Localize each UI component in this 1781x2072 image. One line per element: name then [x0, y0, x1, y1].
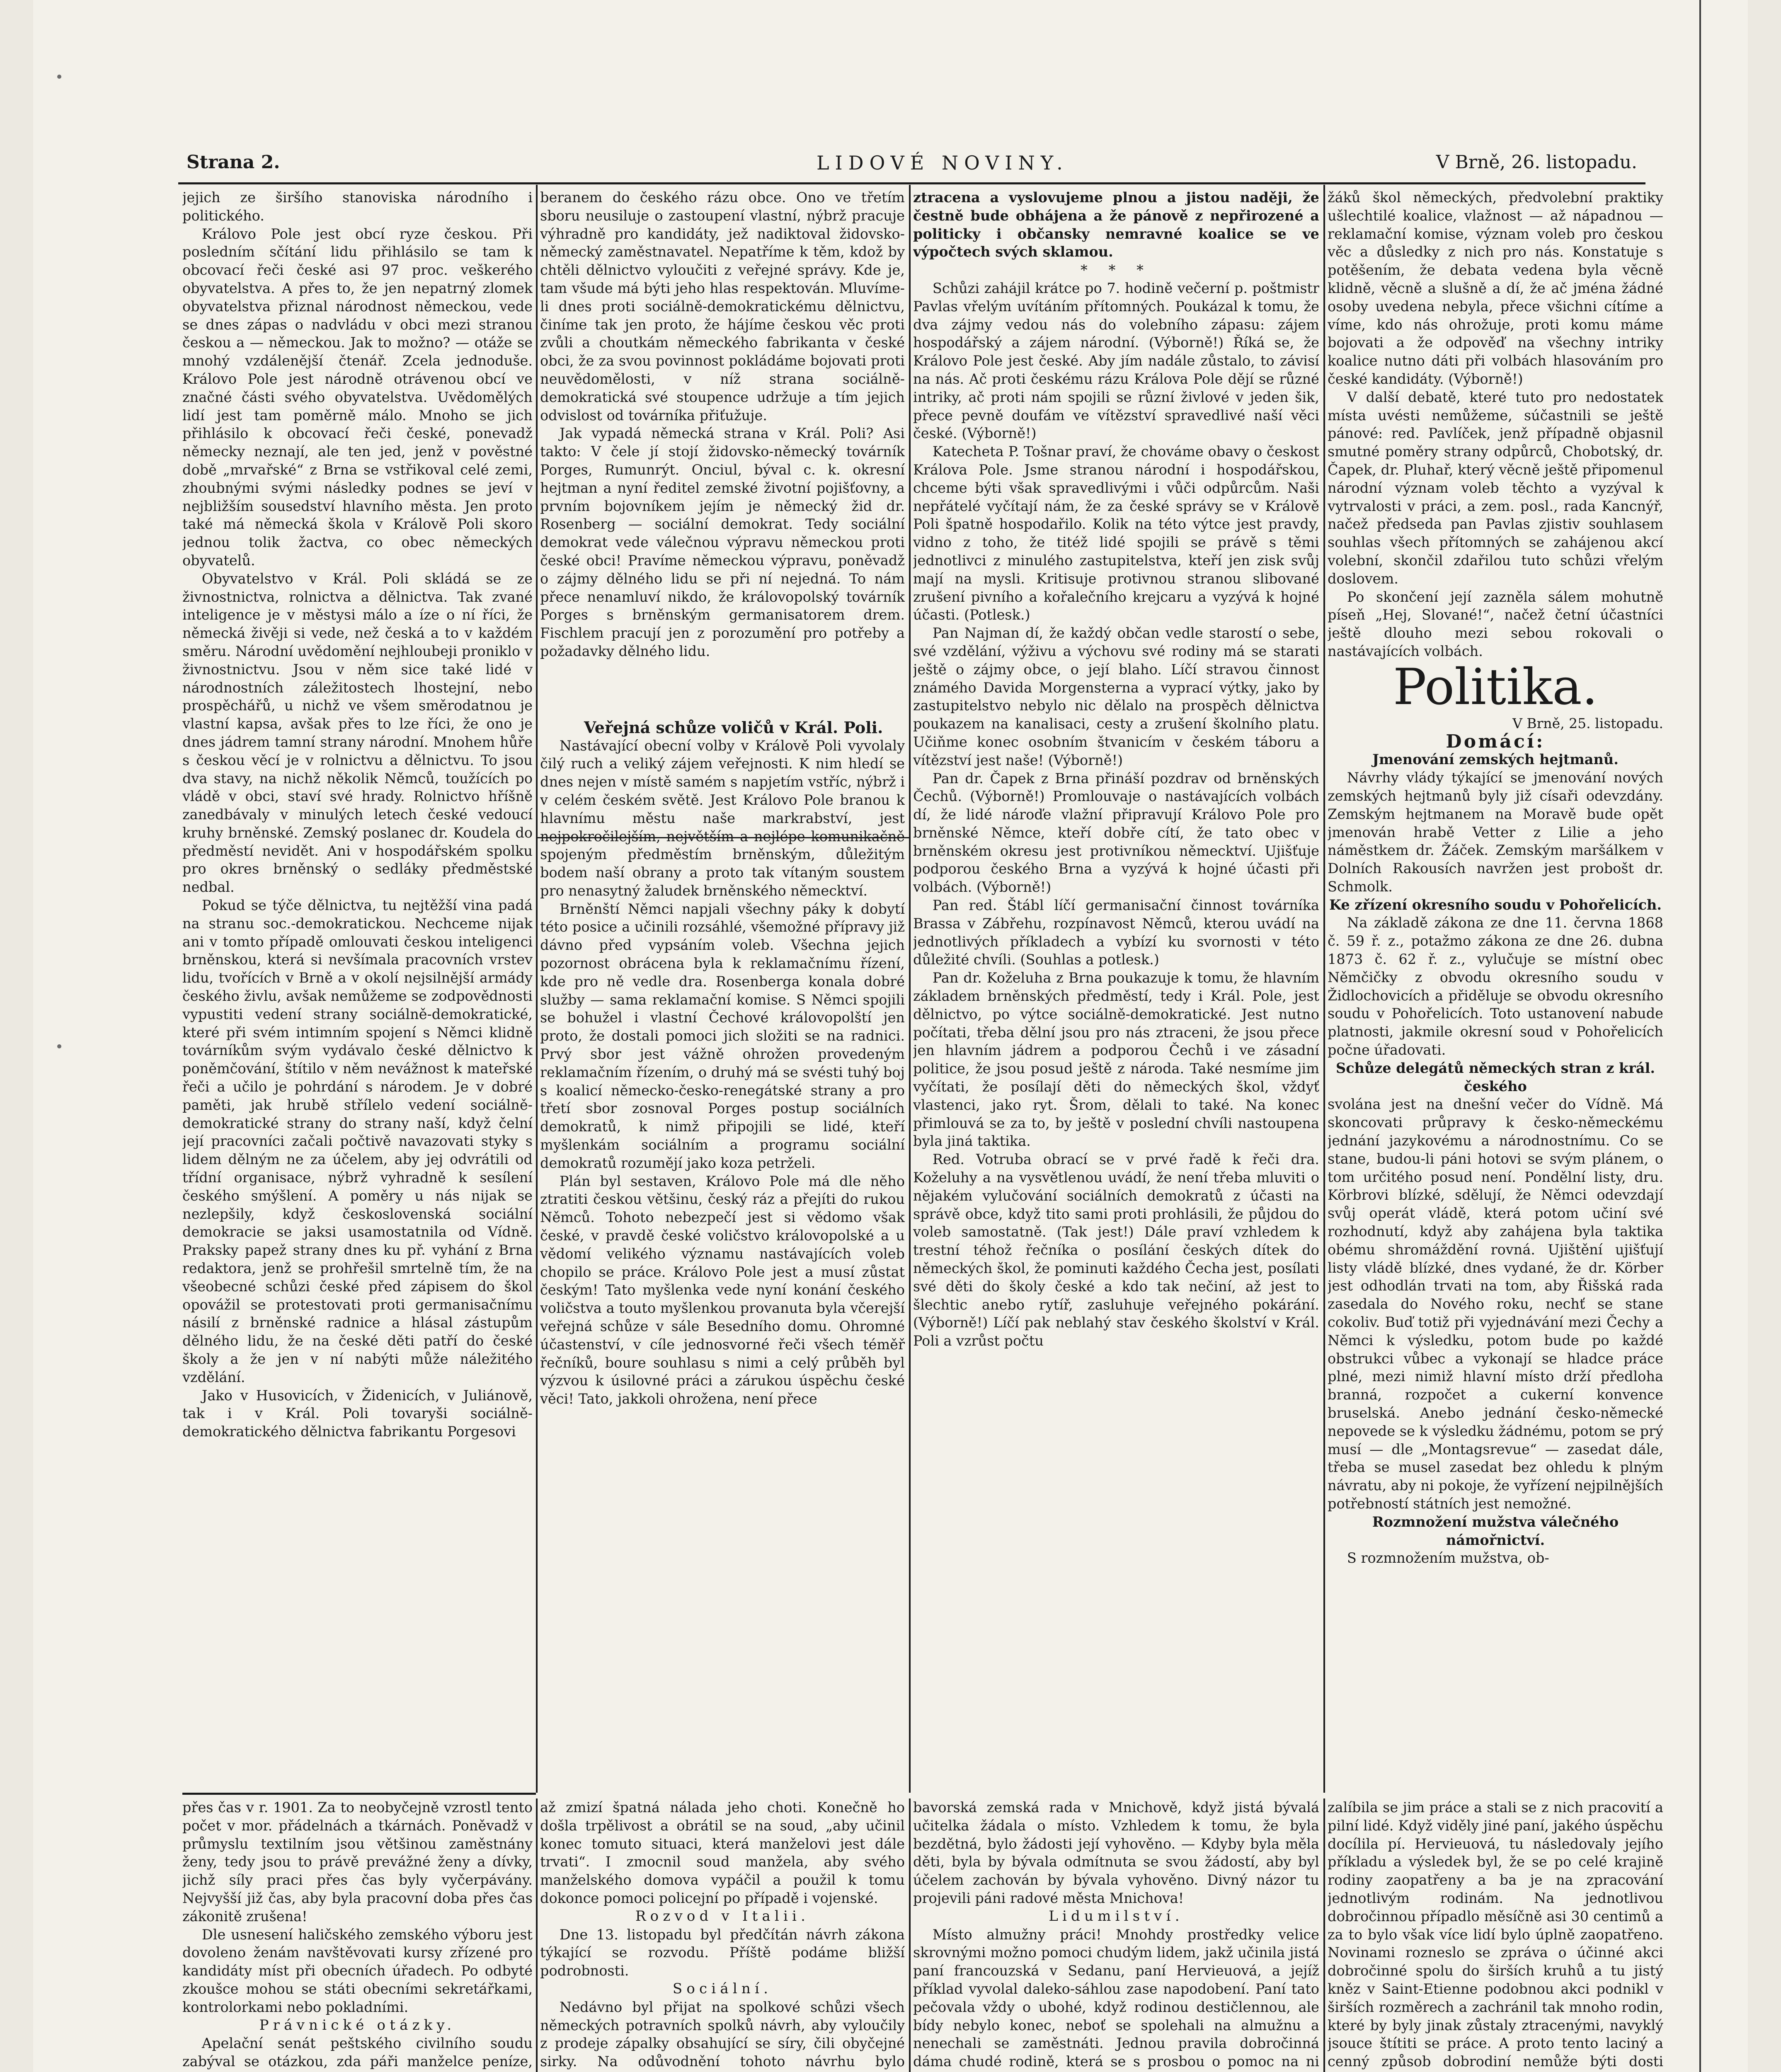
paragraph: žáků škol německých, předvolební praktiky ušlechtilé koalice, vlažnost — až nápadnou — reklamační komise, význam voleb pro českou věc a důsledky z nich pro nás. Konstatuje s potěšením, že debata vedena byla věcně klidně, věcně a slušně a dí, že ač jména žádné osoby uvedena nebyla, přece všichni cítíme a víme, kdo nás ohrožuje, proti komu máme bojovati a že odpověď na všechny intriky koalice nutno dáti při volbách hlasováním pro české kandidáty. (Výborně!) [1328, 189, 1663, 387]
paragraph: Jako v Husovicích, v Židenicích, v Juliánově, tak i v Král. Poli tovaryši sociálně-demokratického dělnictva fabrikantu Porgesovi [182, 1387, 533, 1440]
dateline: V Brně, 26. listopadu. [1436, 152, 1637, 173]
bottom-column-4 [1328, 1798, 1663, 2072]
paragraph: S rozmnožením mužstva, ob- [1347, 1550, 1549, 1566]
subsection-title: Domácí: [1446, 731, 1545, 752]
paragraph: Na základě zákona ze dne 11. června 1868 č. 59 ř. z., potažmo zákona ze dne 26. dubna 1873 č. 62 ř. z., vylučuje se místní obec Němčičky z obvodu okresního soudu v Židlochovicích a přiděluje se obvodu okresního soudu v Pohořelicích. Toto ustanovení nabude platnosti, jakmile okresní soud v Pohořelicích počne úřadovati. [1328, 915, 1663, 1058]
section-heading: Právnické otázky. [259, 2016, 456, 2033]
paragraph: Pokud se týče dělnictva, tu nejtěžší vina padá na stranu soc.-demokratickou. Nechceme nijak ani v tomto případě omlouvati českou inteligenci brněnskou, která si nevšímala pracovních vrstev lidu, tvořících v Brně a v okolí nejsilnější armády českého živlu, avšak nemůžeme se zodpovědnosti vypustiti vedení strany sociálně-demokratické, které při svém intimním spojení s Němci klidně továrníkům svým vydávalo české dělnictvo k poněmčování, štítilo v něm nevážnost k mateřské řeči a učilo je pohrdání s národem. Je v dobré paměti, jak hrubě střílelo vedení sociálně-demokratické strany do strany naší, když čelní její pracovníci začali počtivě navazovati styky s lidem dělným ne za účelem, aby jej odvrátili od třídní organisace, nýbrž vyhradně k sesílení českého smýšlení. A poměry u nás nijak se nezlepšily, když československá sociální demokracie se jaksi usamostatnila od Vídně. Praksky papež strany dnes ku př. vyhání z Brna redaktora, jenž se prohřešil smrtelně tím, že na všeobecné schůzi české před zápisem do škol opovážil se protestovati proti germanisačnímu násilí z brněnské radnice a hlásal zástupům dělného lidu, že na české děti patří do české školy a že jen v ní nabýti může náležitého vzdělání. [182, 897, 533, 1385]
paragraph: beranem do českého rázu obce. Ono ve třetím sboru neusiluje o zastoupení vlastní, nýbrž pracuje výhradně pro kandidáty, jež nadiktoval židovsko-německý zaměstnavatel. Nepatříme k těm, kdož by chtěli dělnictvo vyloučiti z veřejné správy. Kde je, tam všude má býti jeho hlas respektován. Mluvíme-li dnes proti sociálně-demokratickému dělnictvu, činíme tak jen proto, že hájíme českou věc proti zvůli a choutkám německého fabrikanta v české obci, že za svou povinnost pokládáme bojovati proti neuvědomělosti, v níž strana sociálně-demokratická své stoupence udržuje a tím jejich odvislost od továrníka přiťužuje. [540, 189, 905, 424]
column-rule [909, 185, 911, 1793]
paragraph: Místo almužny práci! Mnohdy prostředky velice skrovnými možno pomoci chudým lidem, jakž učinila jistá paní francouzská v Sedanu, paní Hervieuová, a jejíž příklad vyvolal daleko-sáhlou zase napodobení. Paní tato pečovala vždy o ubohé, když rodinou destičlennou, ale bídy nebylo konec, neboť se spolehali na almužnu a nenechali se zaměstnáti. Jednou pravila dobročinná dáma chudé rodině, která se s prosbou o pomoc na ni [913, 1926, 1319, 2070]
article-column-2 [540, 189, 905, 1790]
paragraph: Plán byl sestaven, Královo Pole má dle něho ztratiti českou většinu, český ráz a přejíti do rukou Němců. Tohoto nebezpečí jest si vědomo však české, v pravdě české voličstvo královopolské a u vědomí velikého významu nastávajících voleb chopilo se práce. Královo Pole jest a musí zůstat českým! Tato myšlenka vede nyní konání českého voličstva a touto myšlenkou provanuta byla včerejší veřejná schůze v sále Besedního domu. Ohromné účastenství, v cíle jednosvorné řeči všech téměř řečníků, boure souhlasu s nimi a celý průběh byl výzvou k úsilovné práci a zárukou úspěchu české věci! Tato, jakkoli ohrožena, není přece [540, 1173, 905, 1407]
masthead-title: LIDOVÉ NOVINY. [817, 152, 1069, 174]
section-heading: Rozvod v Italii. [635, 1907, 810, 1924]
section-heading: Sociální. [672, 1980, 773, 1997]
paragraph: Po skončení její zazněla sálem mohutně píseň „Hej, Slované!“, načež četní účastníci ještě dlouho mezi sebou rokovali o nastávajících volbách. [1328, 588, 1663, 659]
paragraph: Návrhy vlády týkající se jmenování nových zemských hejtmanů byly již císaři odevzdány. Zemským hejtmanem na Moravě bude opět jmenován hrabě Vetter z Lilie a jeho náměstkem dr. Žáček. Zemským maršálkem v Dolních Rakousích navržen jest probošt dr. Schmolk. [1328, 770, 1663, 895]
section-dateline: V Brně, 25. listopadu. [1512, 715, 1663, 731]
paragraph: přes čas v r. 1901. Za to neobyčejně vzrostl tento počet v mor. přádelnách a tkárnách. Poněvadž v průmyslu textilním jsou většinou zaměstnány ženy, tedy jsou to právě prevážné ženy a dívky, jichž síly praci přes čas byly vyčerpávány. Nejvyšší již čas, aby byla pracovní doba přes čas zákonitě zrušena! [182, 1799, 533, 1924]
paragraph: Dle usnesení haličského zemského výboru jest dovoleno ženám navštěvovati kursy zřízené pro kandidáty míst při obecních úřadech. Po odbyté zkoušce mohou se státi obecními sekretářkami, kontrolorkami nebo pokladními. [182, 1926, 533, 2015]
news-headline: Ke zřízení okresního soudu v Pohořelicích. [1329, 896, 1662, 913]
header-rule [178, 182, 1645, 184]
paragraph: V další debatě, které tuto pro nedostatek místa uvésti nemůžeme, súčastnili se ještě pánové: red. Pavlíček, jenž případně objasnil smutné poměry strany odpůrců, Chobotský, dr. Čapek, dr. Pluhař, který věcně ještě připomenul národní význam voleb těchto a vyzýval k vytrvalosti v práci, a zem. posl., rada Kancnýř, načež předseda pan Pavlas zjistiv souhlasem souhlas všech přítomných se zahájenou akcí volební, skončil zdařilou tuto schůzi vřelým doslovem. [1328, 389, 1663, 587]
paragraph: zalíbila se jim práce a stali se z nich pracovití a pilní lidé. Když viděly jiné paní, jakého úspěchu docílila pí. Hervieuová, tu následovaly jejího příkladu a výsledek byl, že se po celé krajině rodiny zaopatřeny a ba je na zpracování jednotlivým rodinám. Na jednotlivou dobročinnou případlo měsíčně asi 30 centimů a za to bylo však více lidí bylo úplně zaopatřeno. Novinami rozneslo se zpráva o účinné akci dobročinné spolu do širších kruhů a tu jistý kněz v Saint-Etienne podobnou akci podnikl v širších rozměrech a zachránil tak mnoho rodin, které by byly jinak zůstaly ztracenými, navyklý jsouce štítiti se práce. A proto tento laciný a cenný způsob dobrodiní nemůže býti dosti [1328, 1799, 1663, 2070]
paragraph: Pan dr. Čapek z Brna přináší pozdrav od brněnských Čechů. (Výborně!) Promlouvaje o nastávajících volbách dí, že lidé nároďe vlažní připravují Královo Pole pro brněnské Němce, kteří dobře cítí, že tato obec v brněnském okresu jest protivníkou německtví. Ujišťuje podporou českého Brna a vyzývá k hojné účasti při volbách. (Výborně!) [913, 770, 1319, 896]
paragraph: jejich ze širšího stanoviska národního i politického. [182, 189, 533, 224]
article-headline: Veřejná schůze voličů v Král. Poli. [584, 718, 883, 737]
article-column-1 [182, 189, 533, 1790]
bottom-column-1 [182, 1798, 533, 2072]
paragraph: Katecheta P. Tošnar praví, že chováme obavy o českost Králova Pole. Jsme stranou národní i hospodářskou, chceme býti však spravedlivými i vůči odpůrcům. Naši nepřátelé vyčítají nám, že za české správy se v Králově Poli špatně hospodařilo. Kolik na této výtce jest pravdy, vidno z toho, že titéž lidé spojili se právě s těmi jednotlivci z minulého zastupitelstva, kteří jen zisk svůj mají na mysli. Kritisuje protivnou stranou slibované zrušení pivního a kořalečního krejcaru a vyzývá k hojné účasti. (Potlesk.) [913, 443, 1319, 623]
paragraph: Red. Votruba obrací se v prvé řadě k řeči dra. Koželuhy a na vysvětlenou uvádí, že není třeba mluviti o nějakém vylučování sociálních demokratů z účasti na správě obce, když tito sami proti prohlásili, že půjdou do voleb samostatně. (Tak jest!) Dále praví vzhledem k trestní téhož řečníka o posílání českých dítek do německých škol, že pominuti každého Čecha jest, posílati své děti do školy české a kdo tak nečiní, až jest to šlechtic anebo rytíř, zasluhuje veřejného pokárání. (Výborně!) Líčí pak neblahý stav českého školství v Král. Poli a vzrůst počtu [913, 1151, 1319, 1349]
section-divider: * * * [1080, 262, 1152, 278]
bottom-column-3 [913, 1798, 1319, 2072]
section-heading: Lidumilství. [1049, 1907, 1184, 1924]
column-rule [1323, 185, 1325, 1793]
paragraph-bold-lead: ztracena a vyslovujeme plnou a jistou naději, že čestně bude obhájena a že pánově z nepřirozené a politicky i občansky nemravné koalice se ve výpočtech svých sklamou. [913, 189, 1319, 260]
paragraph: Dne 13. listopadu byl předčítán návrh zákona týkající se rozvodu. Příště podáme bližší podrobnosti. [540, 1926, 905, 1979]
paragraph: Nastávající obecní volby v Králově Poli vyvolaly čilý ruch a veliký zájem veřejnosti. K nim hledí se dnes nejen v místě samém s napjetím vstříc, nýbrž i v celém českém světě. Jest Královo Pole branou k hlavnímu městu naše markrabství, jest nejpokročilejším, největším a nejlépe komunikačně spojeným předměstím brněnským, důležitým bodem naší obrany a proto tak vítaným soustem pro nenasytný žaludek brněnského německtví. [540, 737, 905, 899]
paragraph: Pan Najman dí, že každý občan vedle starostí o sebe, své vzdělání, výživu a výchovu své rodiny má se starati ještě o zájmy obce, o její blaho. Líčí stravou činnost známého Davida Morgensterna a vyprací výtky, jako by zastupitelstvo nebylo nic dělalo na prospěch dělnictva poukazem na kanalisaci, cesty a zrušení školního platu. Učiňme konec osobním štvanicím v českém táboru a vítězství jest naše! (Výborně!) [913, 625, 1319, 768]
article-column-4 [1328, 189, 1663, 1790]
paragraph: Královo Pole jest obcí ryze českou. Při posledním sčítání lidu přihlásilo se tam k obcovací řeči české asi 97 proc. veškerého obyvatelstva. A přes to, že jen nepatrný zlomek obyvatelstva přiznal národnost německou, vede se dnes zápas o nadvládu v obci mezi stranou českou a — německou. Jak to možno? — otáže se mnohý vzdálenější čtenář. Zcela jednoduše. Královo Pole jest národně otrávenou obcí ve značné části svého obyvatelstva. Uvědomělých lidí jest tam poměrně málo. Mnoho se jich přihlásilo k obcovací řeči české, ponevadž německy neznají, ale ten jed, jenž v pověstné době „mrvařské“ z Brna se vstřikoval celé zemi, zhoubnými svými následky podnes se jeví v nejbližším sousedství hlavního města. Jen proto také má německá škola v Králově Poli skoro jednou tolik žactva, co obec německých obyvatelů. [182, 225, 533, 569]
bottom-column-2 [540, 1798, 905, 2072]
page-edge-line [1699, 0, 1701, 2072]
paragraph: Brněnští Němci napjali všechny páky k dobytí této posice a učinili rozsáhlé, všemožné přípravy již dávno před vypsáním voleb. Všechna jejich pozornost obrácena byla k reklamačnímu řízení, kde pro ně vedle dra. Rosenberga konala dobré služby — sama reklamační komise. S Němci spojili se bohužel i vlastní Čechové královopolští jen proto, že dostali pomoci jich složiti se na radnici. Prvý sbor jest vážně ohrožen provedeným reklamačním řízením, o druhý má se svésti tuhý boj s koalicí německo-česko-renegátské strany a pro třetí sbor zosnoval Porges postup sociálních demokratů, k nimž připojili se lidé, kteří myšlenkám sociálním a programu sociální demokratů rozumějí jako koza petrželi. [540, 900, 905, 1171]
paragraph: Pan dr. Koželuha z Brna poukazuje k tomu, že hlavním základem brněnských předměstí, tedy i Král. Pole, jest dělnictvo, po výtce sociálně-demokratické. Jest nutno počítati, třeba dělní jsou pro nás ztraceni, že jsou přece jen hlavním jádrem a podporou Čechů i ve zásadní politice, že jsou posud ještě z národa. Také nesmíme jim vyčítati, že posílají děti do německých škol, vždyť vlastenci, jako ryt. Šrom, dělali to také. Na konec přimlouvá se za to, by ještě v poslední chvíli nastoupena byla jiná taktika. [913, 970, 1319, 1150]
paragraph: Nedávno byl přijat na spolkové schůzi všech německých potravních spolků návrh, aby vyloučily z prodeje zápalky obsahující se síry, čili obyčejné sirky. Na odůvodnění tohoto návrhu bylo [540, 1999, 905, 2070]
column-rule [1323, 1798, 1325, 2072]
page-number: Strana 2. [187, 152, 280, 173]
column-rule [536, 185, 538, 1793]
paragraph: Apelační senát peštského civilního soudu zabýval se otázkou, zda páři manželce peníze, [182, 2035, 533, 2070]
column-rule [909, 1798, 911, 2072]
article-column-3 [913, 189, 1319, 1790]
paragraph: Jak vypadá německá strana v Král. Poli? Asi takto: V čele jí stojí židovsko-německý továrník Porges, Rumunrýt. Onciul, býval c. k. okresní hejtman a nyní ředitel zemské životní pojišťovny, a prvním bojovníkem jejím je německý žid dr. Rosenberg — sociální demokrat. Tedy sociální demokrat vede válečnou výpravu německou proti české obci! Pravíme německou výpravu, poněvadž o zájmy dělného lidu se při ní nejedná. To nám přece nenamluví nikdo, že královopolský továrník Porges s brněnským germanisatorem drem. Fischlem pracují jen z porozumění pro potřeby a požadavky dělného lidu. [540, 425, 905, 659]
paragraph: svolána jest na dnešní večer do Vídně. Má skoncovati průpravy k česko-německému jednání jazykovému a národnostnímu. Co se stane, budou-li páni hotovi se svým plánem, o tom určitého posud není. Pondělní listy, dru. Körbrovi blízké, sdělují, že Němci odevzdají svůj operát vládě, která potom učiní své rozhodnutí, když aby zahájena byla taktika obému shromáždění rovná. Ujištění ujišťují listy vládě blízké, dnes vydané, že dr. Körber jest odhodlán trvati na tom, aby Řišská rada zasedala do Nového roku, nechť se stane cokoliv. Buď totiž při vyjednávání mezi Čechy a Němci k výsledku, potom bude po každé obstrukci vůbec a vykonají se hladce práce plné, mezi nimiž hlavní místo drží předloha branná, rozpočet a cukerní konvence bruselská. Anebo jednání česko-německé nepovede se k výsledku žádnému, potom se prý musí — dle „Montagsrevue“ — zasedat dále, třeba se musel zasedat bez ohledu k plným návratu, aby ni pokoje, že vyřízení nejpilnějších potřebností státních jest nemožné. [1328, 1096, 1663, 1512]
binding-hole-mark [57, 1044, 61, 1048]
news-headline: Schůze delegátů německých stran z král. českého [1336, 1060, 1655, 1094]
section-rule [182, 1793, 536, 1795]
column-rule [536, 1798, 538, 2072]
paragraph: Obyvatelstvo v Král. Poli skládá se ze živnostnictva, rolnictva a dělnictva. Tak zvané inteligence je v městysi málo a íze o ní říci, že německá živěji si vede, než česká a to v každém směru. Národní uvědomění nejhloubeji proniklo v živnostnictvu. Jsou v něm sice také lidé v národnostních záležitostech lhostejní, nebo prospěchářů, u nichž ve všem směrodatnou je vlastní kapsa, avšak přes to lze říci, že ono je dnes jádrem tamní strany národní. Mnohem hůře s českou věcí je v rolnictvu a dělnictvu. To jsou dva stavy, na nichž několik Němců, toužících po vládě v obci, staví své hrady. Rolnictvo hříšně zanedbávaly v minulých letech české vedoucí kruhy brněnské. Zemský poslanec dr. Koudela do předměstí nevidět. Ani v hospodářském spolku pro okres brněnský o sedláky předměstské nedbal. [182, 570, 533, 896]
binding-hole-mark [57, 75, 61, 79]
paragraph: bavorská zemská rada v Mnichově, když jistá bývalá učitelka žádala o místo. Vzhledem k tomu, že byla bezdětná, bylo žádosti její vyhověno. — Kdyby byla měla děti, byla by bývala odmítnuta se svou žádostí, aby byl účelem zachován by bývala vyhověno. Divný názor tu projevili páni radové města Mnichova! [913, 1799, 1319, 1906]
section-title-politika: Politika. [1393, 658, 1598, 716]
paragraph: až zmizí špatná nálada jeho choti. Konečně ho došla trpělivost a obrátil se na soud, „aby učinil konec tomuto situaci, která manželovi jest dále trvati“. I zmocnil soud manžela, aby svého manželského domova vypáčil a použil k tomu dokonce pomoci policejní po případě i vojenské. [540, 1799, 905, 1906]
news-headline: Rozmnožení mužstva válečného námořnictví. [1372, 1513, 1619, 1548]
news-headline: Jmenování zemských hejtmanů. [1372, 751, 1619, 768]
paragraph: Schůzi zahájil krátce po 7. hodině večerní p. poštmistr Pavlas vřelým uvítáním přítomných. Poukázal k tomu, že dva zájmy vedou nás do volebního zápasu: zájem hospodářský a zájem národní. (Výborně!) Říká se, že Královo Pole jest české. Aby jím nadále zůstalo, to závisí na nás. Ač proti českému rázu Králova Pole dějí se různé intriky, ač proti nám spojili se různí živlové v jeden šik, přece pevně doufám ve vítězství spravedlivé naší věci české. (Výborně!) [913, 280, 1319, 442]
paragraph: Pan red. Štábl líčí germanisační činnost továrníka Brassa v Zábřehu, rozpínavost Němců, kterou uvádí na jednotlivých příkladech a vybízí ku svornosti v této důležité chvíli. (Souhlas a potlesk.) [913, 897, 1319, 968]
